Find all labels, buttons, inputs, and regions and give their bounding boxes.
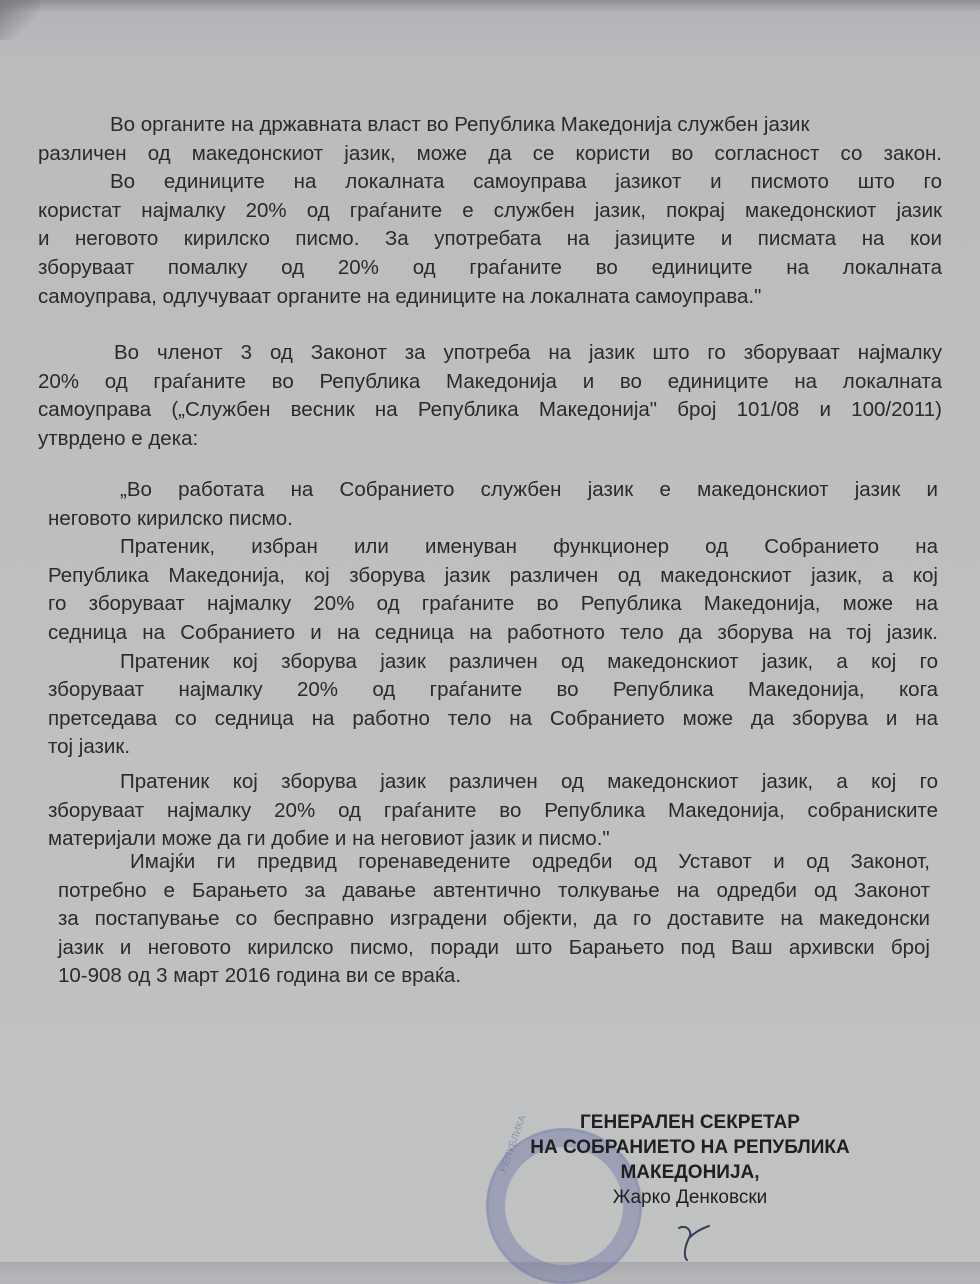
text-line: потребно е Барањето за давање автентично толкување на одредби од Законот	[58, 878, 930, 902]
text-line: неговото кирилско писмо.	[48, 506, 293, 530]
photo-top-shadow	[0, 0, 980, 10]
text-line: Република Македонија, кој зборува јазик различен од македонскиот јазик, а кој	[48, 563, 938, 587]
text-line: седница на Собранието и на седница на работното тело да зборува на тој јазик.	[48, 620, 938, 644]
text-line: претседава со седница на работно тело на Собранието може да зборува и на	[48, 706, 938, 730]
text-line: различен од македонскиот јазик, може да се користи во согласност со закон.	[38, 141, 942, 165]
text-line: тој јазик.	[48, 735, 131, 759]
text-line: јазик и неговото кирилско писмо, поради што Барањето под Ваш архивски број	[58, 935, 930, 959]
signatory-name: Жарко Денковски	[612, 1187, 768, 1208]
text-line: 10-908 од 3 март 2016 година ви се враќа.	[58, 964, 462, 988]
photo-corner-shadow	[0, 0, 40, 40]
text-line: Имајќи ги предвид горенаведените одредби од Уставот и од Законот,	[130, 850, 930, 873]
text-line: Пратеник, избран или именуван функционер од Собранието на	[120, 535, 938, 559]
text-line: „Во работата на Собранието службен јазик е македонскиот јазик и	[120, 478, 938, 501]
signatory-title-line-1: ГЕНЕРАЛЕН СЕКРЕТАР	[580, 1112, 800, 1133]
text-line: Во единиците на локалната самоуправа јазикот и писмото што го	[110, 170, 942, 194]
text-line: Во органите на државната власт во Република Македонија службен јазик	[110, 113, 810, 136]
text-line: користат најмалку 20% од граѓаните е службен јазик, покрај македонскиот јазик	[38, 198, 942, 222]
text-line: 20% од граѓаните во Република Македонија и во единиците на локалната	[38, 369, 942, 393]
text-line: утврдено е дека:	[38, 426, 199, 450]
handwritten-signature-icon	[675, 1222, 715, 1262]
text-line: го зборуваат најмалку 20% од граѓаните во Република Македонија, може на	[48, 592, 938, 616]
signature-block	[470, 1110, 910, 1210]
text-line: за постапување со бесправно изградени објекти, да го доставите на македонски	[58, 907, 930, 931]
text-line: зборуваат најмалку 20% од граѓаните во Република Македонија, собраниските	[48, 798, 938, 822]
text-line: самоуправа, одлучуваат органите на единиците на локалната самоуправа."	[38, 284, 762, 308]
signatory-title-line-2: НА СОБРАНИЕТО НА РЕПУБЛИКА	[530, 1137, 850, 1158]
text-line: самоуправа („Службен весник на Република Македонија" број 101/08 и 100/2011)	[38, 398, 942, 422]
paragraph-law-article-3	[38, 339, 942, 453]
text-line: материјали може да ги добие и на неговиот јазик и писмо."	[48, 827, 610, 851]
paragraph-law-quote	[48, 476, 938, 854]
text-line: Пратеник кој зборува јазик различен од македонскиот јазик, а кој го	[120, 649, 938, 673]
stamp-ring-text: РЕПУБЛИКА	[498, 1113, 529, 1174]
paragraph-conclusion	[58, 848, 930, 991]
text-line: и неговото кирилско писмо. За употребата на јазиците и писмата на кои	[38, 227, 942, 251]
text-line: зборуваат помалку од 20% од граѓаните во единиците на локалната	[38, 255, 942, 279]
paragraph-constitution-quote	[38, 111, 942, 311]
text-line: Пратеник кој зборува јазик различен од македонскиот јазик, а кој го	[120, 769, 938, 793]
text-line: зборуваат најмалку 20% од граѓаните во Република Македонија, кога	[48, 678, 938, 702]
signatory-title-line-3: МАКЕДОНИЈА,	[620, 1162, 760, 1183]
text-line: Во членот 3 од Законот за употреба на јазик што го зборуваат најмалку	[114, 341, 942, 364]
